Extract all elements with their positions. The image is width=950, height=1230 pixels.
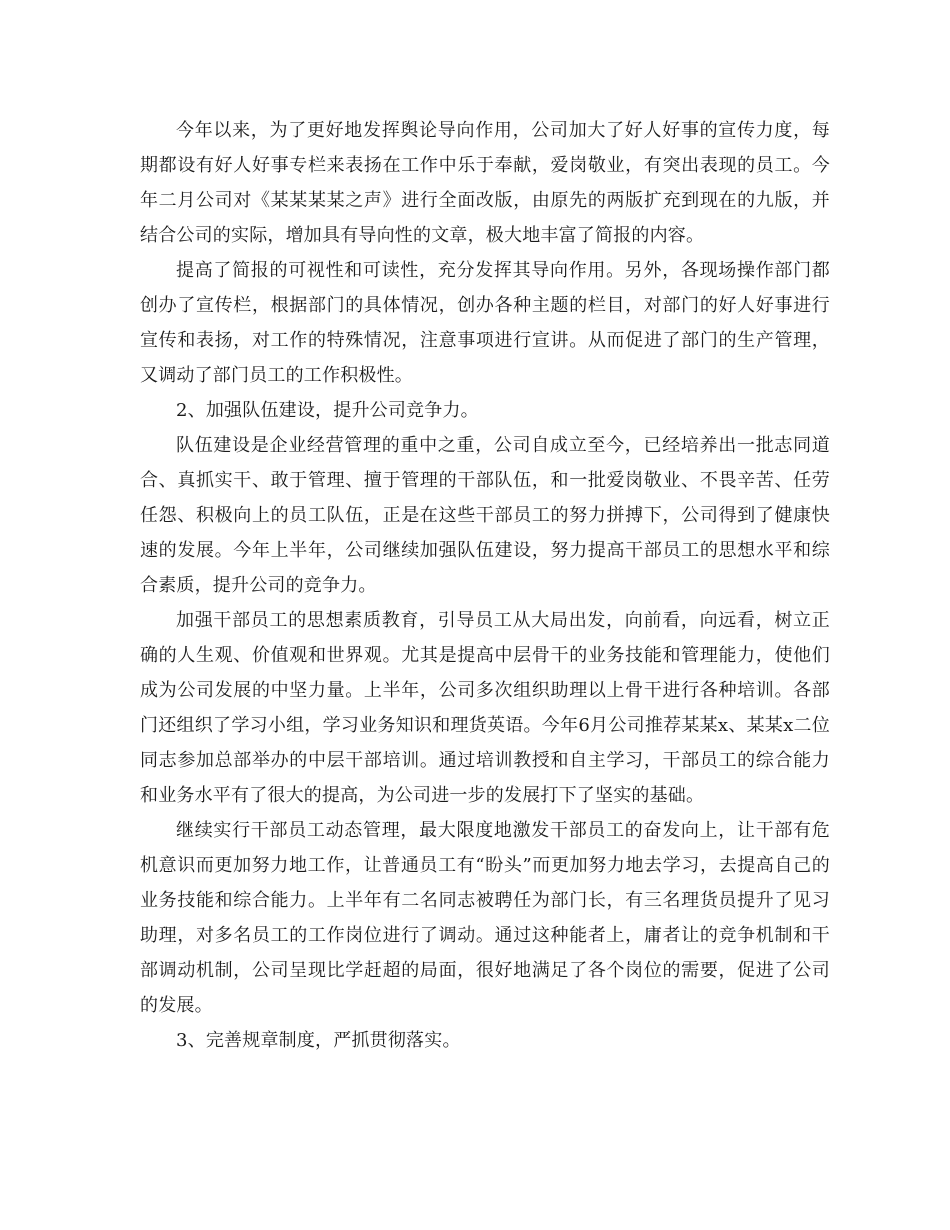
paragraph-bulletin-readability: 提高了简报的可视性和可读性，充分发挥其导向作用。另外，各现场操作部门都创办了宣传栏，根据部门的具体情况，创办各种主题的栏目，对部门的好人好事进行宣传和表扬，对工作的特殊情况，注意事项进行宣讲。从而促进了部门的生产管理，又调动了部门员工的工作积极性。 <box>140 260 830 386</box>
paragraph-publicity: 今年以来，为了更好地发挥舆论导向作用，公司加大了好人好事的宣传力度，每期都设有好人好事专栏来表扬在工作中乐于奉献，爱岗敬业，有突出表现的员工。今年二月公司对《某某某某之声》进行全面改版，由原先的两版扩充到现在的九版，并结合公司的实际，增加具有导向性的文章，极大地丰富了简报的内容。 <box>140 120 830 246</box>
document-body <box>140 113 830 1058</box>
paragraph-staff-education: 加强干部员工的思想素质教育，引导员工从大局出发，向前看，向远看，树立正确的人生观、价值观和世界观。尤其是提高中层骨干的业务技能和管理能力，使他们成为公司发展的中坚力量。上半年，公司多次组织助理以上骨干进行各种培训。各部门还组织了学习小组，学习业务知识和理货英语。今年6月公司推荐某某x、某某x二位同志参加总部举办的中层干部培训。通过培训教授和自主学习，干部员工的综合能力和业务水平有了很大的提高，为公司进一步的发展打下了坚实的基础。 <box>140 610 830 806</box>
paragraph-team-building: 队伍建设是企业经营管理的重中之重，公司自成立至今，已经培养出一批志同道合、真抓实干、敢于管理、擅于管理的干部队伍，和一批爱岗敬业、不畏辛苦、任劳任怨、积极向上的员工队伍，正是在这些干部员工的努力拼搏下，公司得到了健康快速的发展。今年上半年，公司继续加强队伍建设，努力提高干部员工的思想水平和综合素质，提升公司的竞争力。 <box>140 435 830 596</box>
section-heading-regulations: 3、完善规章制度，严抓贯彻落实。 <box>176 1030 461 1051</box>
paragraph-dynamic-management: 继续实行干部员工动态管理，最大限度地激发干部员工的奋发向上，让干部有危机意识而更加努力地工作，让普通员工有“盼头”而更加努力地去学习，去提高自己的业务技能和综合能力。上半年有二名同志被聘任为部门长，有三名理货员提升了见习助理，对多名员工的工作岗位进行了调动。通过这种能者上，庸者让的竞争机制和干部调动机制，公司呈现比学赶超的局面，很好地满足了各个岗位的需要，促进了公司的发展。 <box>140 820 830 1016</box>
section-heading-team-building: 2、加强队伍建设，提升公司竞争力。 <box>176 400 479 421</box>
